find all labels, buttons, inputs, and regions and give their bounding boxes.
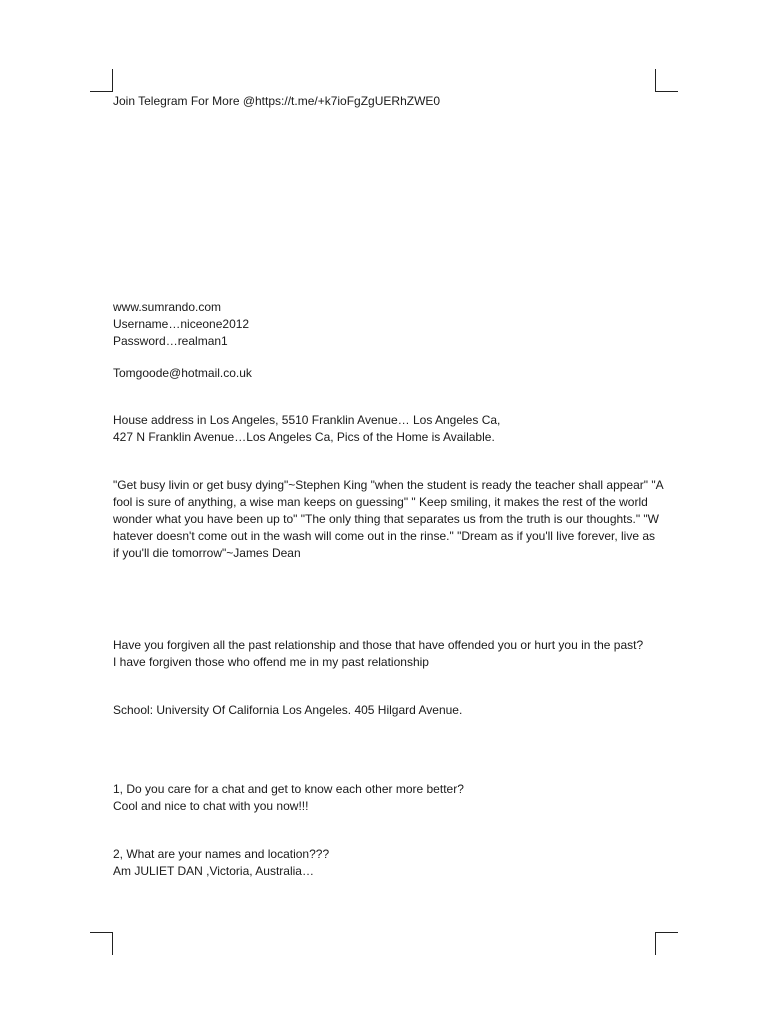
question-2-block bbox=[113, 846, 658, 880]
account-block bbox=[113, 299, 658, 350]
forgiveness-block bbox=[113, 637, 658, 671]
answer-2-text: Am JULIET DAN ,Victoria, Australia… bbox=[113, 864, 314, 878]
question-1-text: 1, Do you care for a chat and get to know each other more better? bbox=[113, 782, 464, 796]
telegram-text: Join Telegram For More @https://t.me/+k7ioFgZgUERhZWE0 bbox=[113, 94, 441, 108]
website-text: www.sumrando.com bbox=[113, 300, 222, 314]
telegram-header bbox=[113, 93, 658, 110]
crop-mark-top-right bbox=[655, 69, 678, 92]
answer-1-text: Cool and nice to chat with you now!!! bbox=[113, 799, 309, 813]
email-text: Tomgoode@hotmail.co.uk bbox=[113, 366, 252, 380]
address-block bbox=[113, 412, 658, 446]
school-text: School: University Of California Los Angeles. 405 Hilgard Avenue. bbox=[113, 703, 463, 717]
question-1-block bbox=[113, 781, 658, 815]
address-line-1: House address in Los Angeles, 5510 Franklin Avenue… Los Angeles Ca, bbox=[113, 413, 501, 427]
crop-mark-bottom-left bbox=[90, 932, 113, 955]
quote-line-5: if you'll die tomorrow"~James Dean bbox=[113, 546, 301, 560]
quote-line-1: "Get busy livin or get busy dying"~Stephen King "when the student is ready the teacher shall appear" "A bbox=[113, 478, 664, 492]
username-text: Username…niceone2012 bbox=[113, 317, 250, 331]
quotes-block bbox=[113, 477, 664, 562]
question-2-text: 2, What are your names and location??? bbox=[113, 847, 330, 861]
address-line-2: 427 N Franklin Avenue…Los Angeles Ca, Pics of the Home is Available. bbox=[113, 430, 495, 444]
password-text: Password…realman1 bbox=[113, 334, 228, 348]
quote-line-3: wonder what you have been up to" "The only thing that separates us from the truth is our thoughts." "W bbox=[113, 512, 660, 526]
crop-mark-top-left bbox=[90, 69, 113, 92]
forgiveness-answer: I have forgiven those who offend me in my past relationship bbox=[113, 655, 429, 669]
forgiveness-question: Have you forgiven all the past relationship and those that have offended you or hurt you in the past? bbox=[113, 638, 644, 652]
crop-mark-bottom-right bbox=[655, 932, 678, 955]
quote-line-2: fool is sure of anything, a wise man keeps on guessing" " Keep smiling, it makes the rest of the world bbox=[113, 495, 648, 509]
school-paragraph bbox=[113, 702, 658, 719]
quote-line-4: hatever doesn't come out in the wash will come out in the rinse." "Dream as if you'll live forever, live as bbox=[113, 529, 656, 543]
email-paragraph bbox=[113, 365, 658, 382]
